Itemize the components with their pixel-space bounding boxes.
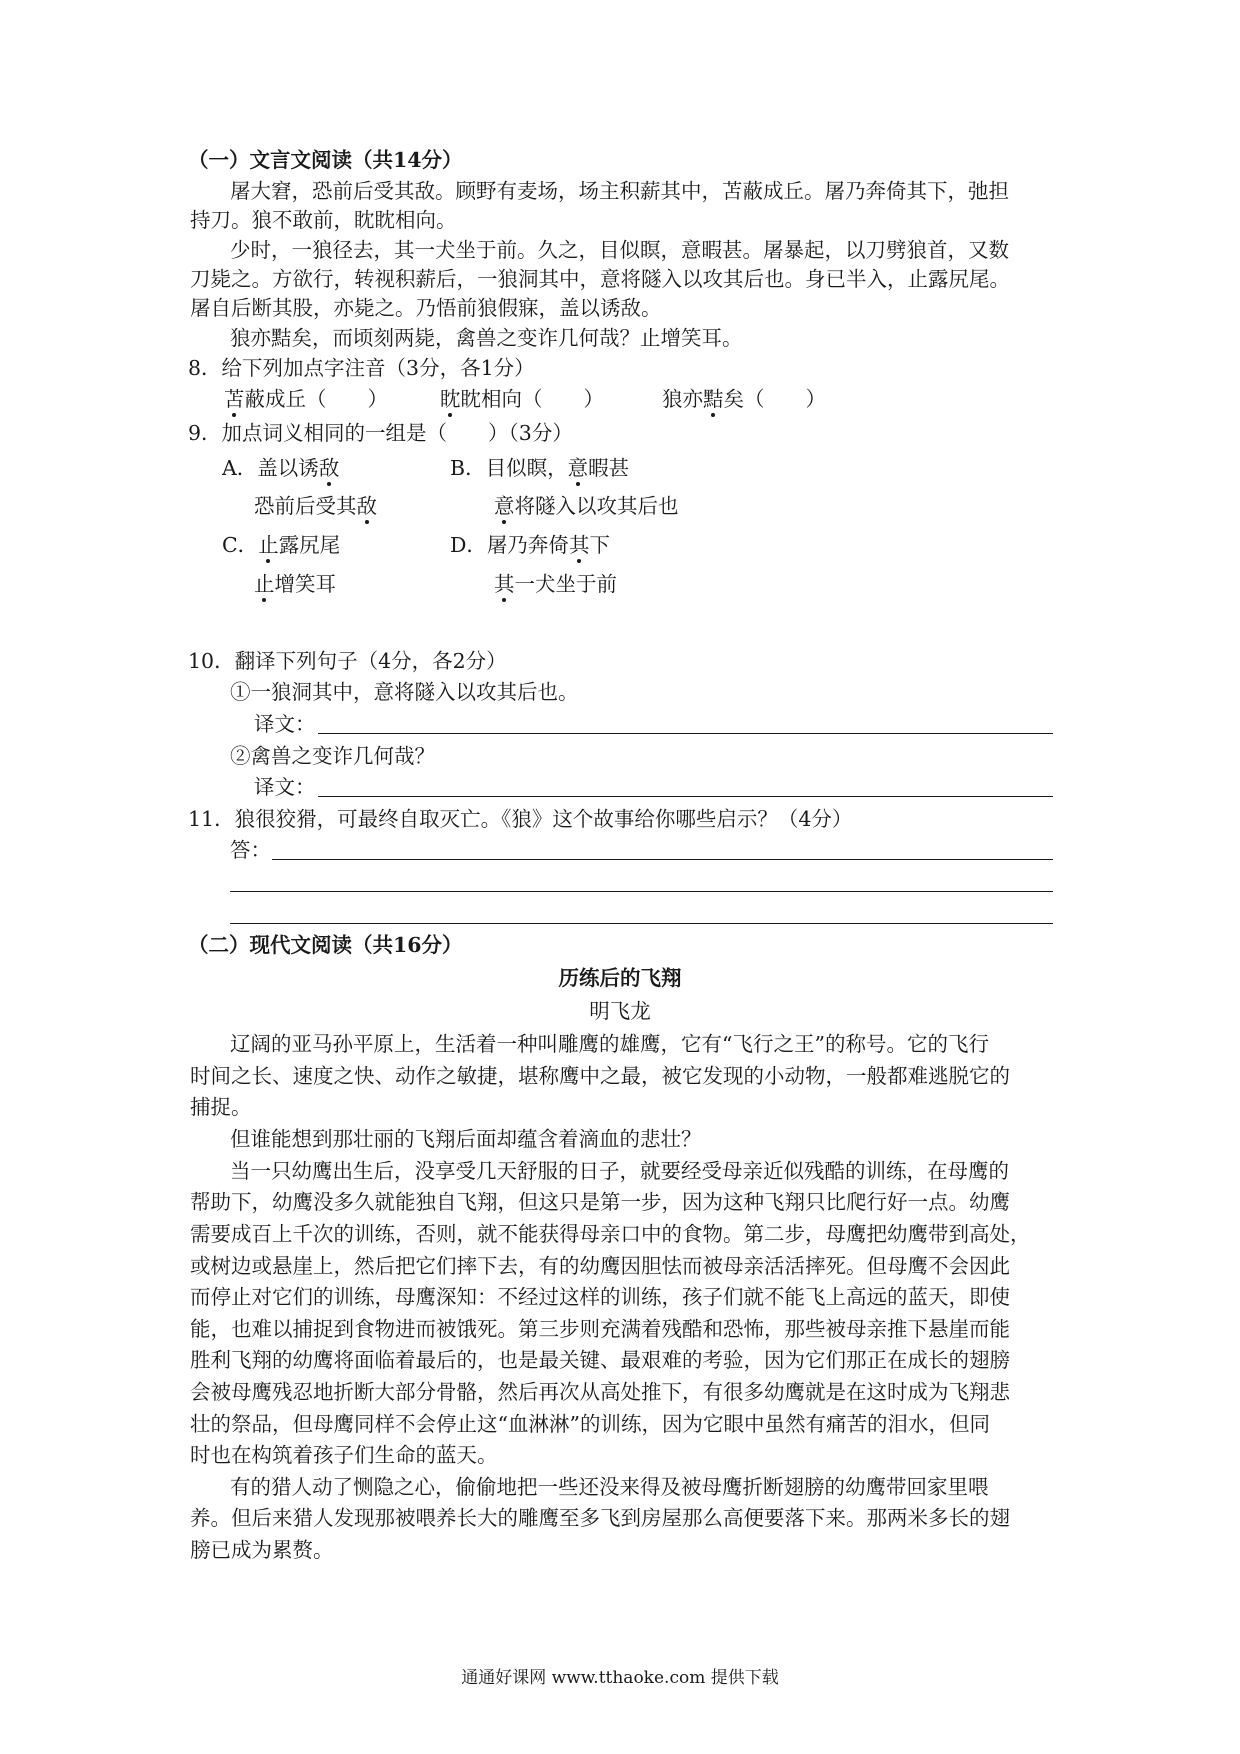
passage2-line: 捕捉。	[190, 1095, 252, 1119]
passage2-line: 帮助下，幼鹰没多久就能独自飞翔，但这只是第一步，因为这种飞翔只比爬行好一点。幼鹰	[190, 1190, 1010, 1214]
answer-line[interactable]	[318, 733, 1053, 734]
dotted-char: 其	[494, 569, 515, 599]
passage1-line: 狼亦黠矣，而顷刻两毙，禽兽之变诈几何哉？止增笑耳。	[230, 326, 743, 350]
article-title: 历练后的飞翔	[558, 966, 682, 990]
question-8-item: 狼亦黠矣（ ）	[662, 384, 826, 414]
answer-line[interactable]	[230, 923, 1053, 924]
answer-line[interactable]	[318, 796, 1053, 797]
answer-label: 译文：	[254, 775, 316, 799]
passage2-line: 当一只幼鹰出生后，没享受几天舒服的日子，就要经受母亲近似残酷的训练，在母鹰的	[230, 1159, 1009, 1183]
dotted-char: 止	[258, 530, 279, 560]
option-a-line1: A．盖以诱敌	[222, 453, 339, 483]
passage2-line: 壮的祭品，但母鹰同样不会停止这“血淋淋”的训练，因为它眼中虽然有痛苦的泪水，但同	[190, 1412, 990, 1436]
sentence-2: ②禽兽之变诈几何哉？	[230, 744, 435, 768]
option-d-line2: 其一犬坐于前	[494, 569, 617, 599]
question-9-stem: 9．加点词义相同的一组是（ ）（3分）	[188, 421, 573, 445]
answer-line[interactable]	[272, 859, 1053, 860]
dotted-char: 其	[569, 530, 590, 560]
dotted-char: 意	[494, 491, 515, 521]
passage1-line: 持刀。狼不敢前，眈眈相向。	[190, 208, 457, 232]
passage2-line: 时间之长、速度之快、动作之敏捷，堪称鹰中之最，被它发现的小动物，一般都难逃脱它的	[190, 1064, 1010, 1088]
question-10-stem: 10．翻译下列句子（4分，各2分）	[188, 649, 507, 673]
dotted-char: 眈	[440, 384, 461, 414]
dotted-char: 黠	[703, 384, 724, 414]
passage2-line: 膀已成为累赘。	[190, 1538, 334, 1562]
passage1-line: 屠自后断其股，亦毙之。乃悟前狼假寐，盖以诱敌。	[190, 296, 662, 320]
article-author: 明飞龙	[589, 999, 651, 1023]
dotted-char: 敌	[319, 453, 340, 483]
passage2-line: 需要成百上千次的训练，否则，就不能获得母亲口中的食物。第二步，母鹰把幼鹰带到高处，	[190, 1222, 1031, 1246]
dotted-char: 止	[254, 569, 275, 599]
section1-heading: （一）文言文阅读（共14分）	[188, 148, 463, 172]
passage2-line: 有的猎人动了恻隐之心，偷偷地把一些还没来得及被母鹰折断翅膀的幼鹰带回家里喂	[230, 1475, 989, 1499]
question-8-item: 苫蔽成丘（ ）	[224, 384, 388, 414]
page-footer: 通通好课网 www.tthaoke.com 提供下载	[461, 1668, 779, 1688]
passage2-line: 而停止对它们的训练，母鹰深知：不经过这样的训练，孩子们就不能飞上高远的蓝天，即使	[190, 1285, 1010, 1309]
dotted-char: 意	[568, 453, 589, 483]
passage1-line: 刀毙之。方欲行，转视积薪后，一狼洞其中，意将隧入以攻其后也。身已半入，止露尻尾。	[190, 267, 1010, 291]
option-a-line2: 恐前后受其敌	[254, 491, 377, 521]
answer-label: 答：	[230, 838, 271, 862]
option-b-line1: B．目似瞑，意暇甚	[450, 453, 629, 483]
answer-label: 译文：	[254, 712, 316, 736]
passage2-line: 养。但后来猎人发现那被喂养长大的雕鹰至多飞到房屋那么高便要落下来。那两米多长的翅	[190, 1506, 1010, 1530]
passage2-line: 辽阔的亚马孙平原上，生活着一种叫雕鹰的雄鹰，它有“飞行之王”的称号。它的飞行	[230, 1032, 989, 1056]
dotted-char: 苫	[224, 384, 245, 414]
sentence-1: ①一狼洞其中，意将隧入以攻其后也。	[230, 680, 579, 704]
section2-heading: （二）现代文阅读（共16分）	[188, 933, 463, 957]
passage1-line: 屠大窘，恐前后受其敌。顾野有麦场，场主积薪其中，苫蔽成丘。屠乃奔倚其下，弛担	[230, 179, 1009, 203]
dotted-char: 敌	[357, 491, 378, 521]
passage2-line: 能，也难以捕捉到食物进而被饿死。第三步则充满着残酷和恐怖，那些被母亲推下悬崖而能	[190, 1317, 1010, 1341]
question-8-item: 眈眈相向（ ）	[440, 384, 604, 414]
option-c-line1: C．止露尻尾	[222, 530, 340, 560]
answer-line[interactable]	[230, 891, 1053, 892]
passage2-line: 时也在构筑着孩子们生命的蓝天。	[190, 1443, 498, 1467]
passage2-line: 但谁能想到那壮丽的飞翔后面却蕴含着滴血的悲壮？	[230, 1127, 702, 1151]
option-b-line2: 意将隧入以攻其后也	[494, 491, 679, 521]
passage2-line: 或树边或悬崖上，然后把它们摔下去，有的幼鹰因胆怯而被母亲活活摔死。但母鹰不会因此	[190, 1254, 1010, 1278]
option-d-line1: D．屠乃奔倚其下	[450, 530, 610, 560]
passage1-line: 少时，一狼径去，其一犬坐于前。久之，目似瞑，意暇甚。屠暴起，以刀劈狼首，又数	[230, 238, 1009, 262]
passage2-line: 会被母鹰残忍地折断大部分骨骼，然后再次从高处推下，有很多幼鹰就是在这时成为飞翔悲	[190, 1380, 1010, 1404]
question-8-stem: 8．给下列加点字注音（3分，各1分）	[188, 356, 535, 380]
passage2-line: 胜利飞翔的幼鹰将面临着最后的，也是最关键、最艰难的考验，因为它们那正在成长的翅膀	[190, 1348, 1010, 1372]
question-11-stem: 11．狼很狡猾，可最终自取灭亡。《狼》这个故事给你哪些启示？（4分）	[188, 807, 853, 831]
option-c-line2: 止增笑耳	[254, 569, 336, 599]
